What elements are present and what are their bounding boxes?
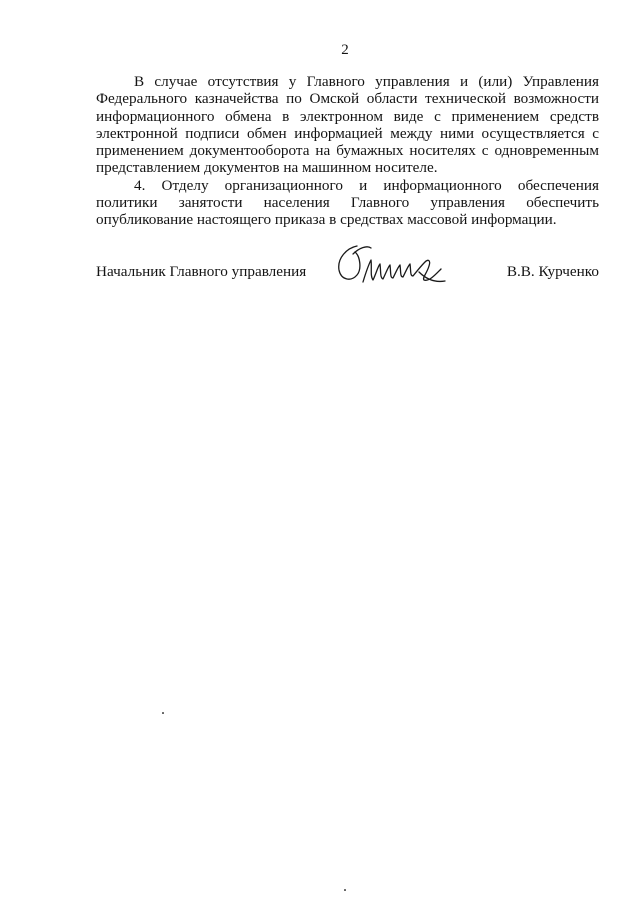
scan-artifact-dot [344, 889, 346, 891]
handwritten-signature-icon [333, 242, 449, 292]
signature-block [96, 246, 599, 296]
signatory-name: В.В. Курченко [506, 263, 599, 280]
page-number: 2 [341, 42, 349, 58]
paragraph-electronic-exchange: В случае отсутствия у Главного управления и (или) Управления Федерального казначейства по Омской области технической возможности информационного обмена в электронном виде с применением средств электронной подписи обмен информацией между ними осуществляется с применением документооборота на бумажных носителях с одновременным представлением документов на машинном носителе. [96, 73, 599, 177]
signatory-title: Начальник Главного управления [96, 263, 307, 280]
paragraph-publication-order: 4. Отделу организационного и информационного обеспечения политики занятости населения Главного управления обеспечить опубликование настоящего приказа в средствах массовой информации. [96, 176, 599, 229]
document-body [96, 73, 599, 229]
scan-artifact-dot [162, 712, 164, 714]
